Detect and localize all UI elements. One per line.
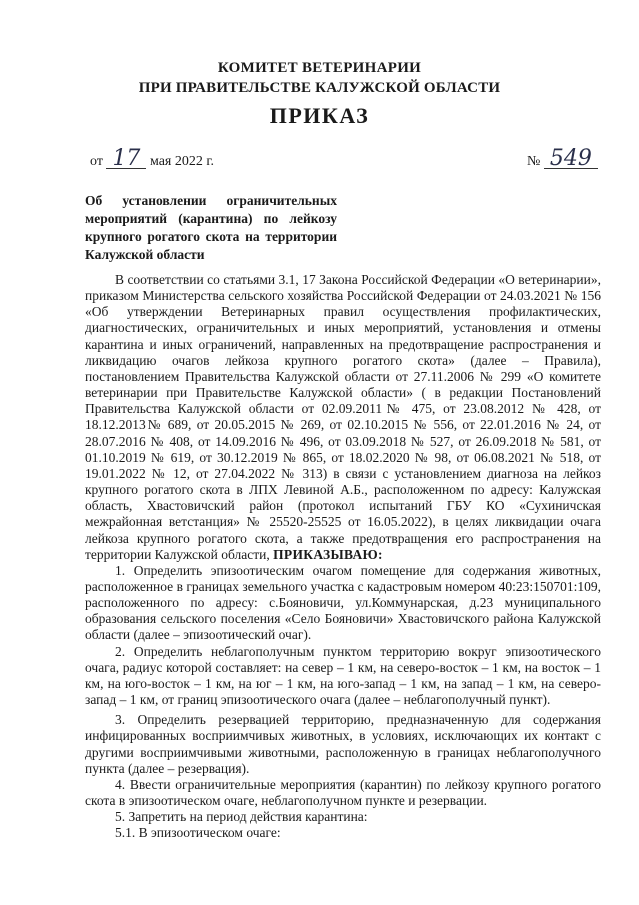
document-number (527, 146, 598, 171)
number-value-handwritten: 549 (544, 150, 598, 169)
document-subject: Об установлении ограничительных мероприятий (карантина) по лейкозу крупного рогатого скота на территории Калужской области (85, 193, 337, 262)
order-item-2: 2. Определить неблагополучным пунктом территорию вокруг эпизоотического очага, радиус которой составляет: на север – 1 км, на северо-восток – 1 км, на восток – 1 км, на юго-восток – 1 км, на юг – 1 км, на юго-запад – 1 км, на запад – 1 км, на северо-запад – 1 км, от границ эпизоотического очага (далее – неблагополучный пункт). (85, 643, 601, 708)
order-item-4: 4. Ввести ограничительные мероприятия (карантин) по лейкозу крупного рогатого скота в эпизоотическом очаге, неблагополучном пункте и резервации. (85, 776, 601, 808)
order-item-1: 1. Определить эпизоотическим очагом помещение для содержания животных, расположенное в границах земельного участка с кадастровым номером 40:23:150701:109, расположенного по адресу: с.Бояновичи, ул.Коммунарская, д.23 муниципального образования сельского поселения «Село Бояновичи» Хвастовичского района Калужской области (далее – эпизоотический очаг). (85, 562, 601, 643)
document-body (85, 272, 601, 841)
order-item-5-1: 5.1. В эпизоотическом очаге: (115, 825, 281, 841)
document-title: ПРИКАЗ (269, 103, 370, 128)
preamble-text: В соответствии со статьями 3.1, 17 Закона Российской Федерации «О ветеринарии», приказом Министерства сельского хозяйства Российской Федерации от 24.03.2021 № 156 «Об утверждении Ветеринарных правил осуществления профилактических, диагностических, ограничительных и иных мероприятий, установления и отмены карантина и иных ограничений, направленных на предотвращение распространения и ликвидацию очагов лейкоза крупного рогатого скота» (далее – Правила), постановлением Правительства Калужской области от 27.11.2006 № 299 «О комитете ветеринарии при Правительстве Калужской области» ( в редакции Постановлений Правительства Калужской области от 02.09.2011№ 475, от 23.08.2012 № 428, от 18.12.2013№ 689, от 20.05.2015 № 269, от 02.10.2015 № 556, от 22.01.2016 № 24, от 28.07.2016 № 408, от 14.09.2016 № 496, от 03.09.2018 № 527, от 26.09.2018 № 581, от 01.10.2019 № 619, от 30.12.2019 № 865, от 18.02.2020 № 98, от 06.08.2021 № 518, от 19.01.2022 № 12, от 27.04.2022 № 313) в связи с установлением диагноза на лейкоз крупного рогатого скота в ЛПХ Левиной А.Б., расположенном по адресу: Калужская область, Хвастовичский район (протокол испытаний ГБУ КО «Сухиничская межрайонная ветстанция» № 25520-25525 от 16.05.2022), в целях ликвидации очага лейкоза крупного рогатого скота, а также предотвращения его распространения на территории Калужской области, (85, 272, 601, 562)
document-date (90, 146, 215, 171)
date-prefix: от (90, 154, 103, 169)
date-month-year: мая 2022 г. (149, 154, 215, 169)
order-item-5: 5. Запретить на период действия карантина: (115, 809, 368, 825)
order-word: ПРИКАЗЫВАЮ: (273, 546, 383, 562)
preamble-paragraph (85, 272, 601, 563)
organization-affiliation: ПРИ ПРАВИТЕЛЬСТВЕ КАЛУЖСКОЙ ОБЛАСТИ (138, 80, 501, 96)
organization-name: КОМИТЕТ ВЕТЕРИНАРИИ (217, 60, 422, 76)
date-day-handwritten: 17 (106, 150, 146, 169)
number-prefix: № (527, 154, 541, 169)
order-item-3: 3. Определить резервацией территорию, предназначенную для содержания инфицированных восприимчивых животных, в условиях, исключающих их контакт с другими восприимчивыми животными, расположенную в границах неблагополучного пункта (далее – резервация). (85, 712, 601, 776)
